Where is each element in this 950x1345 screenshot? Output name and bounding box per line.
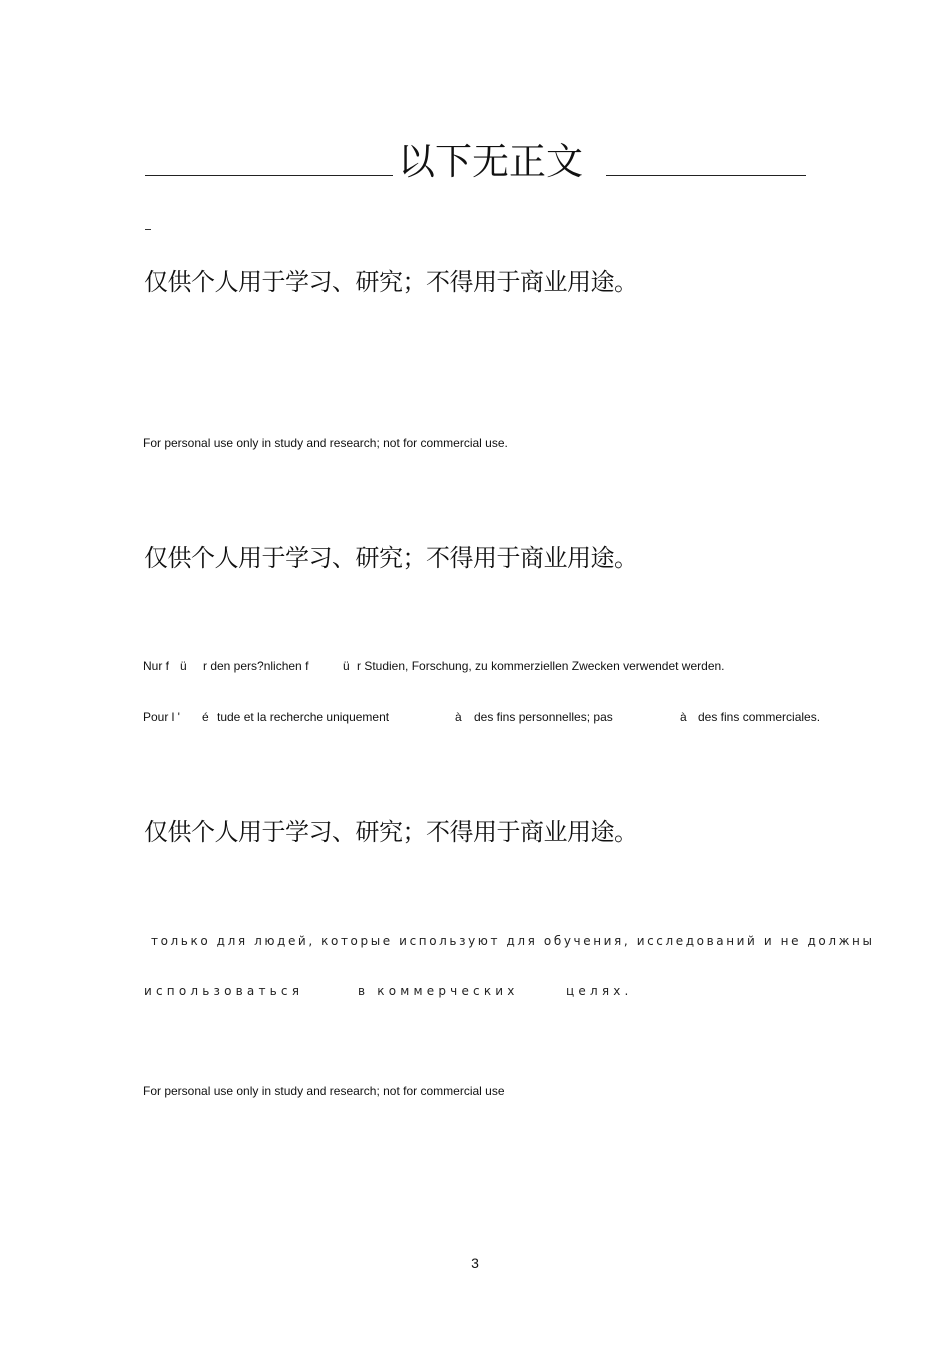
ru-notice-line-2-part-1: использоваться [144,984,304,998]
fr-notice-part-7: des fins commerciales. [698,710,821,724]
ru-notice-line-1: только для людей, которые используют для обучения, исследований и не должны [151,934,875,948]
de-notice-part-5: r Studien, Forschung, zu kommerziellen Zwecken verwendet werden. [357,659,725,673]
fr-notice-part-2: é [202,710,209,724]
cn-notice-1: 仅供个人用于学习、研究；不得用于商业用途。 [144,268,638,296]
fr-notice-part-1: Pour l ' [143,710,180,724]
cn-notice-2: 仅供个人用于学习、研究；不得用于商业用途。 [144,544,638,572]
fr-notice-part-4: à [455,710,462,724]
de-notice-part-2: ü [180,659,187,673]
de-notice-part-4: ü [343,659,350,673]
fr-notice-part-6: à [680,710,687,724]
de-notice-part-3: r den pers?nlichen f [203,659,309,673]
title-rule-left [145,175,393,176]
page-number: 3 [471,1255,479,1271]
en-notice-1: For personal use only in study and research; not for commercial use. [143,436,508,450]
page-title: 以下无正文 [398,140,583,183]
title-rule-right [606,175,806,176]
ru-notice-line-2-part-3: целях. [566,984,633,998]
ru-notice-line-2-part-2: в коммерческих [358,984,519,998]
fr-notice-part-5: des fins personnelles; pas [474,710,613,724]
cn-notice-3: 仅供个人用于学习、研究；不得用于商业用途。 [144,818,638,846]
fr-notice-part-3: tude et la recherche uniquement [217,710,390,724]
en-notice-2: For personal use only in study and research; not for commercial use [143,1084,505,1098]
de-notice-part-1: Nur f [143,659,170,673]
dash-mark [145,229,151,230]
